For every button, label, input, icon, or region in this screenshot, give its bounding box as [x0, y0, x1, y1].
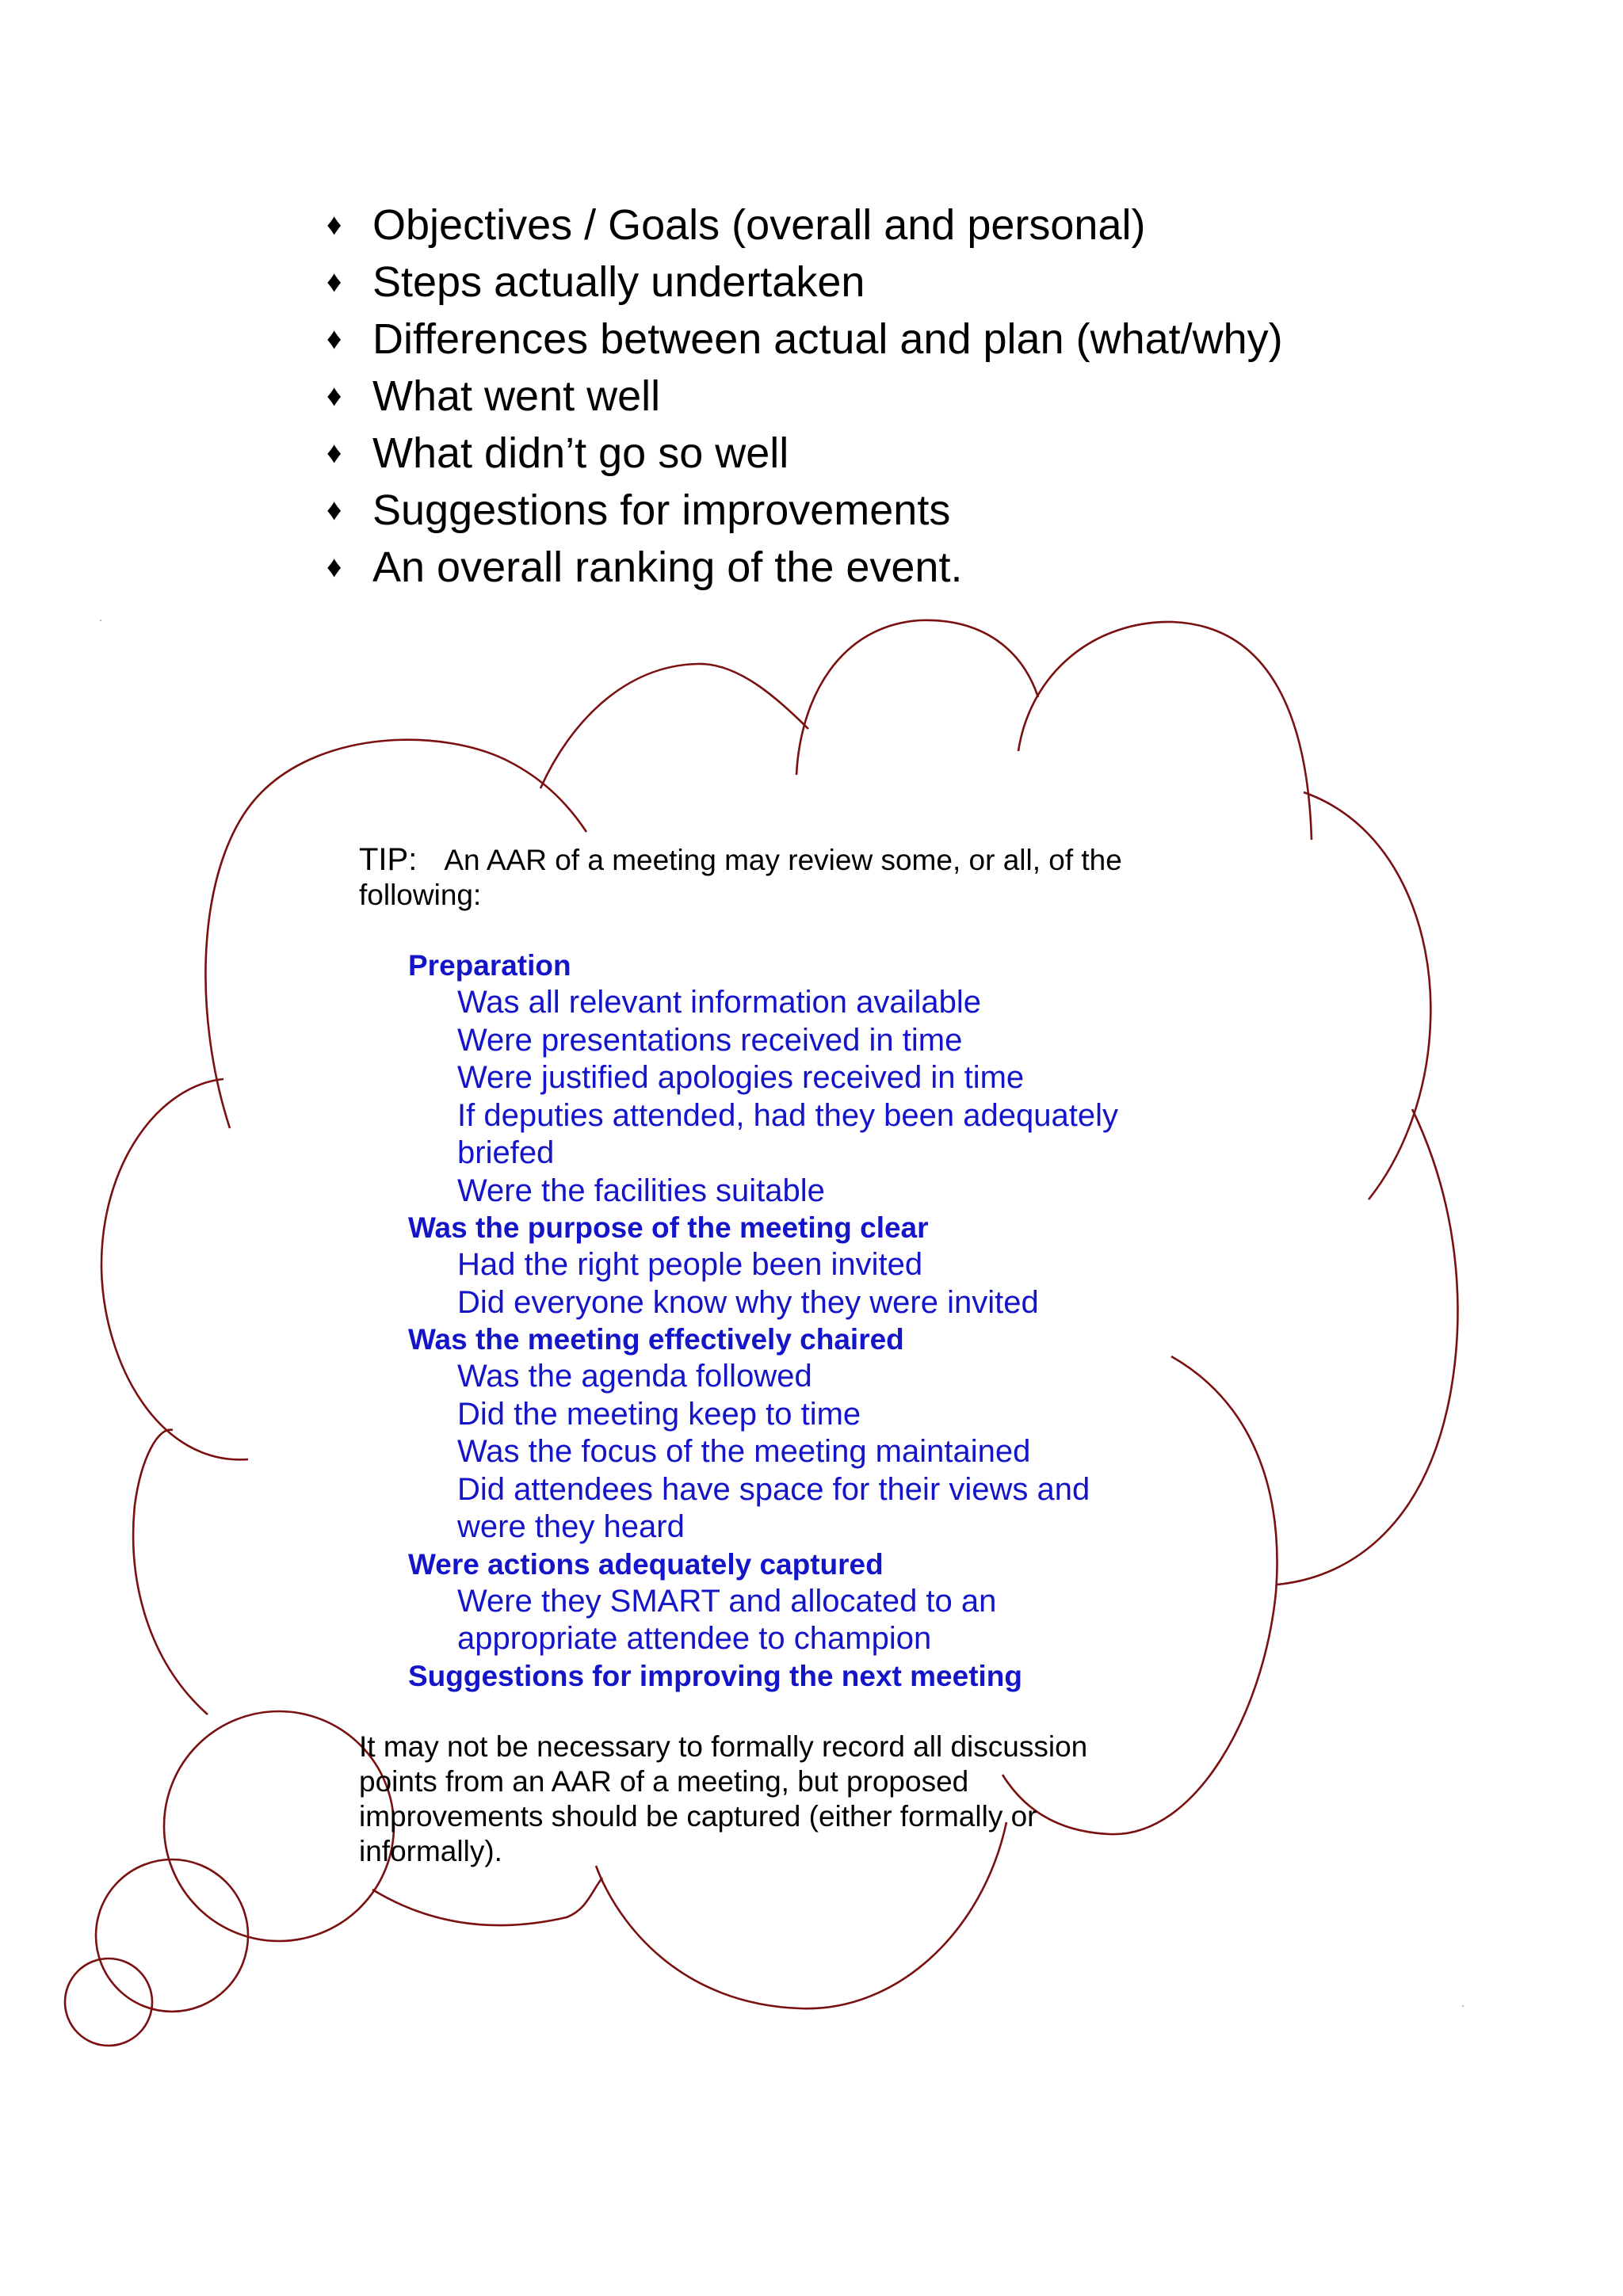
- section-heading: Suggestions for improving the next meeting: [408, 1659, 1023, 1692]
- review-question: Was the focus of the meeting maintained: [457, 1434, 1031, 1469]
- cloud-bump: [372, 1878, 602, 1925]
- list-item-text: Objectives / Goals (overall and personal): [372, 201, 1146, 249]
- review-question: Did attendees have space for their views and were they heard: [457, 1471, 1090, 1544]
- tip-label: TIP:: [359, 842, 418, 877]
- diamond-bullet-icon: ♦: [327, 379, 342, 413]
- diamond-bullet-icon: ♦: [327, 208, 342, 242]
- cloud-bump: [1304, 792, 1430, 1199]
- diamond-bullet-icon: ♦: [327, 551, 342, 584]
- review-question: Were they SMART and allocated to an appropriate attendee to champion: [457, 1583, 997, 1656]
- diamond-bullet-icon: ♦: [327, 265, 342, 299]
- section-heading: Preparation: [408, 949, 571, 982]
- tip-intro: [359, 842, 1231, 913]
- review-question: Was the agenda followed: [457, 1359, 812, 1394]
- cloud-bump: [796, 620, 1038, 775]
- list-item-text: Differences between actual and plan (what/why): [372, 315, 1283, 363]
- list-item-text: Suggestions for improvements: [372, 486, 951, 534]
- section-heading: Were actions adequately captured: [408, 1547, 884, 1581]
- thought-bubble: [65, 1958, 152, 2046]
- cloud-bump: [1018, 622, 1312, 840]
- footer-note: It may not be necessary to formally record all discussion points from an AAR of a meeting, but proposed improvements should be captured (either formally or informally).: [359, 1730, 1088, 1867]
- list-item-text: What didn’t go so well: [372, 429, 789, 477]
- cloud-bump: [133, 1430, 208, 1714]
- meeting-review-checklist: [408, 948, 1231, 1695]
- review-question: Were the facilities suitable: [457, 1173, 825, 1208]
- cloud-bump: [101, 1079, 248, 1459]
- list-item-text: What went well: [372, 372, 661, 420]
- review-question: Had the right people been invited: [457, 1247, 923, 1282]
- list-item-text: An overall ranking of the event.: [372, 543, 963, 591]
- cloud-bump: [1277, 1109, 1457, 1585]
- section-heading: Was the meeting effectively chaired: [408, 1323, 904, 1356]
- tip-callout: [359, 842, 1231, 1869]
- section-heading: Was the purpose of the meeting clear: [408, 1211, 929, 1244]
- diamond-bullet-icon: ♦: [327, 322, 342, 356]
- diamond-bullet-icon: ♦: [327, 494, 342, 527]
- review-question: Did everyone know why they were invited: [457, 1284, 1039, 1320]
- diamond-bullet-icon: ♦: [327, 437, 342, 470]
- review-question: If deputies attended, had they been adequately briefed: [457, 1097, 1119, 1170]
- review-question: Were presentations received in time: [457, 1022, 963, 1058]
- review-question: Were justified apologies received in time: [457, 1060, 1025, 1095]
- review-question: Did the meeting keep to time: [457, 1396, 861, 1432]
- review-question: Was all relevant information available: [457, 985, 982, 1020]
- thought-bubble: [96, 1859, 248, 2012]
- cloud-bump: [540, 664, 808, 788]
- list-item-text: Steps actually undertaken: [372, 258, 865, 306]
- tip-intro-text: An AAR of a meeting may review some, or all, of the following:: [359, 844, 1122, 911]
